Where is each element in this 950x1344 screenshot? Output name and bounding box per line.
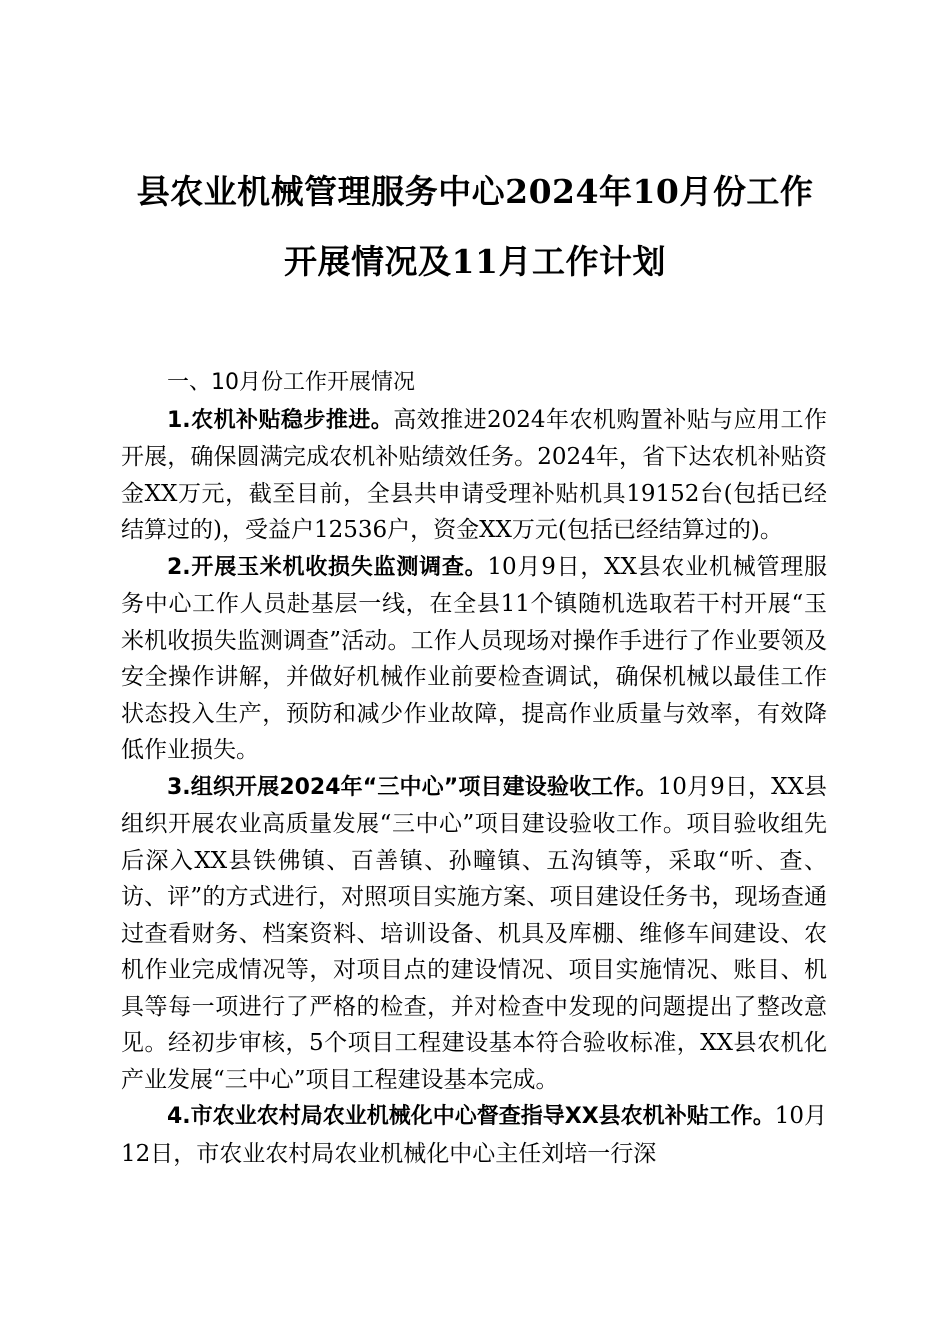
document-title-line-1: 县农业机械管理服务中心2024年10月份工作 bbox=[136, 172, 814, 211]
paragraph-text: 10月12日，市农业农村局农业机械化中心主任刘培一行深 bbox=[121, 1103, 827, 1167]
paragraph-lead: 1.农机补贴稳步推进。 bbox=[167, 407, 394, 433]
paragraph-lead: 3.组织开展2024年“三中心”项目建设验收工作。 bbox=[167, 774, 658, 800]
section-heading bbox=[121, 364, 827, 402]
paragraph-text: 10月9日，XX县农业机械管理服务中心工作人员赴基层一线，在全县11个镇随机选取若干村开展“玉米机收损失监测调查”活动。工作人员现场对操作手进行了作业要领及安全操作讲解，并做好机械作业前要检查调试，确保机械以最佳工作状态投入生产，预防和减少作业故障，提高作业质量与效率，有效降低作业损失。 bbox=[121, 553, 827, 763]
paragraph-text: 高效推进2024年农机购置补贴与应用工作开展，确保圆满完成农机补贴绩效任务。2024年，省下达农机补贴资金XX万元，截至目前，全县共申请受理补贴机具19152台(包括已经结算过的)，受益户12536户，资金XX万元(包括已经结算过的)。 bbox=[121, 406, 827, 543]
document-body bbox=[121, 364, 827, 1172]
document-title-line-2: 开展情况及11月工作计划 bbox=[284, 242, 666, 281]
section-heading-text: 一、10月份工作开展情况 bbox=[167, 370, 415, 395]
paragraph-text: 10月9日，XX县组织开展农业高质量发展“三中心”项目建设验收工作。项目验收组先后深入XX县铁佛镇、百善镇、孙疃镇、五沟镇等，采取“听、查、访、评”的方式进行，对照项目实施方案、项目建设任务书，现场查通过查看财务、档案资料、培训设备、机具及库棚、维修车间建设、农机作业完成情况等，对项目点的建设情况、项目实施情况、账目、机具等每一项进行了严格的检查，并对检查中发现的问题提出了整改意见。经初步审核，5个项目工程建设基本符合验收标准，XX县农机化产业发展“三中心”项目工程建设基本完成。 bbox=[121, 773, 827, 1093]
paragraph-item-1 bbox=[121, 402, 827, 549]
paragraph-lead: 4.市农业农村局农业机械化中心督查指导XX县农机补贴工作。 bbox=[167, 1104, 775, 1129]
paragraph-item-3 bbox=[121, 769, 827, 1099]
paragraph-lead: 2.开展玉米机收损失监测调查。 bbox=[167, 554, 488, 580]
paragraph-item-2 bbox=[121, 549, 827, 769]
paragraph-item-4 bbox=[121, 1098, 827, 1172]
